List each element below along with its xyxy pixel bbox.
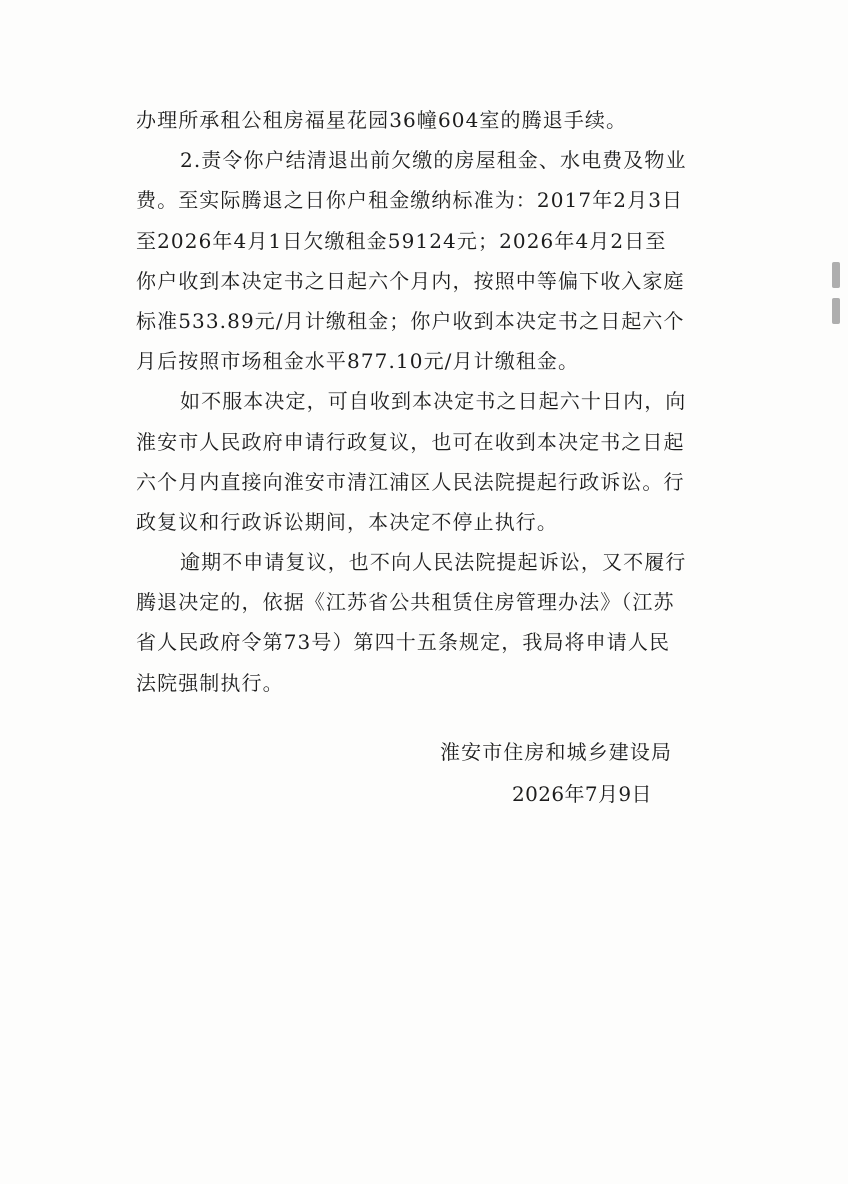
- issuer-name: 淮安市住房和城乡建设局: [440, 740, 673, 764]
- issue-date: 2026年7月9日: [512, 782, 652, 806]
- body-line-1: 办理所承租公租房福星花园36幢604室的腾退手续。: [136, 108, 628, 132]
- body-line-7: 月后按照市场租金水平877.10元/月计缴租金。: [136, 349, 580, 374]
- body-line-11: 政复议和行政诉讼期间，本决定不停止执行。: [136, 509, 558, 534]
- body-line-14: 省人民政府令第73号）第四十五条规定，我局将申请人民: [136, 630, 671, 655]
- body-line-9: 淮安市人民政府申请行政复议，也可在收到本决定书之日起: [136, 429, 685, 454]
- body-line-5: 你户收到本决定书之日起六个月内，按照中等偏下收入家庭: [136, 268, 685, 293]
- body-line-8: 如不服本决定，可自收到本决定书之日起六十日内，向: [180, 389, 687, 414]
- body-line-10: 六个月内直接向淮安市清江浦区人民法院提起行政诉讼。行: [136, 469, 685, 494]
- body-line-2: 2.责令你户结清退出前欠缴的房屋租金、水电费及物业: [180, 148, 687, 173]
- body-line-15: 法院强制执行。: [136, 670, 284, 695]
- body-line-3: 费。至实际腾退之日你户租金缴纳标准为：2017年2月3日: [136, 188, 684, 213]
- body-line-6: 标准533.89元/月计缴租金；你户收到本决定书之日起六个: [136, 308, 685, 333]
- body-line-4: 至2026年4月1日欠缴租金59124元；2026年4月2日至: [136, 228, 667, 253]
- document-body: [136, 100, 728, 703]
- body-line-13: 腾退决定的，依据《江苏省公共租赁住房管理办法》（江苏: [136, 590, 675, 615]
- body-line-12: 逾期不申请复议，也不向人民法院提起诉讼，又不履行: [180, 550, 687, 575]
- binding-edge-mark: [832, 262, 842, 326]
